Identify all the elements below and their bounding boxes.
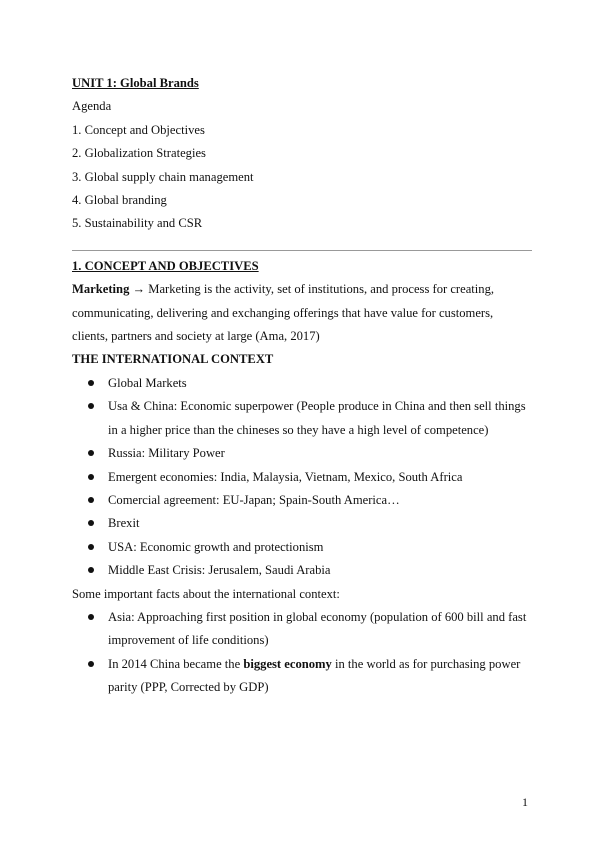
agenda-item: 1. Concept and Objectives [72, 122, 205, 137]
agenda-item: 2. Globalization Strategies [72, 146, 206, 161]
marketing-term: Marketing [72, 282, 130, 297]
agenda-item: 5. Sustainability and CSR [72, 216, 203, 231]
agenda-item: 3. Global supply chain management [72, 169, 254, 184]
list-item: Middle East Crisis: Jerusalem, Saudi Arabia [72, 559, 532, 582]
agenda-item: 4. Global branding [72, 193, 167, 208]
facts-intro: Some important facts about the international context: [72, 586, 340, 601]
agenda-label: Agenda [72, 99, 112, 114]
page-content [72, 72, 532, 700]
marketing-definition-text: → Marketing is the activity, set of institutions, and process for creating, communicating, delivering and exchanging offerings that have value for customers, clients, partners and society at large (Ama, 2017) [72, 282, 495, 344]
section-title: 1. CONCEPT AND OBJECTIVES [72, 258, 259, 273]
marketing-definition [72, 278, 532, 348]
list-item: Emergent economies: India, Malaysia, Vietnam, Mexico, South Africa [72, 466, 532, 489]
list-item: Usa & China: Economic superpower (People produce in China and then sell things in a higher price than the chineses so they have a high level of competence) [72, 395, 532, 442]
list-item: USA: Economic growth and protectionism [72, 536, 532, 559]
china-fact-emphasis: biggest economy [243, 656, 332, 671]
unit-title: UNIT 1: Global Brands [72, 76, 199, 90]
list-item: Russia: Military Power [72, 442, 532, 465]
list-item: Global Markets [72, 372, 532, 395]
list-item: Asia: Approaching first position in global economy (population of 600 bill and fast improvement of life conditions) [72, 606, 532, 653]
china-fact-after: in the world as for purchasing power parity (PPP, Corrected by GDP) [108, 656, 521, 695]
list-item: Comercial agreement: EU-Japan; Spain-South America… [72, 489, 532, 512]
list-item: Brexit [72, 512, 532, 535]
horizontal-divider [72, 250, 532, 251]
page-number: 1 [522, 795, 528, 809]
list-item [72, 653, 532, 700]
facts-list [72, 606, 532, 700]
international-context-heading: THE INTERNATIONAL CONTEXT [72, 352, 274, 367]
international-context-list [72, 372, 532, 583]
agenda-list [72, 119, 532, 236]
china-fact-before: In 2014 China became the [108, 656, 244, 671]
